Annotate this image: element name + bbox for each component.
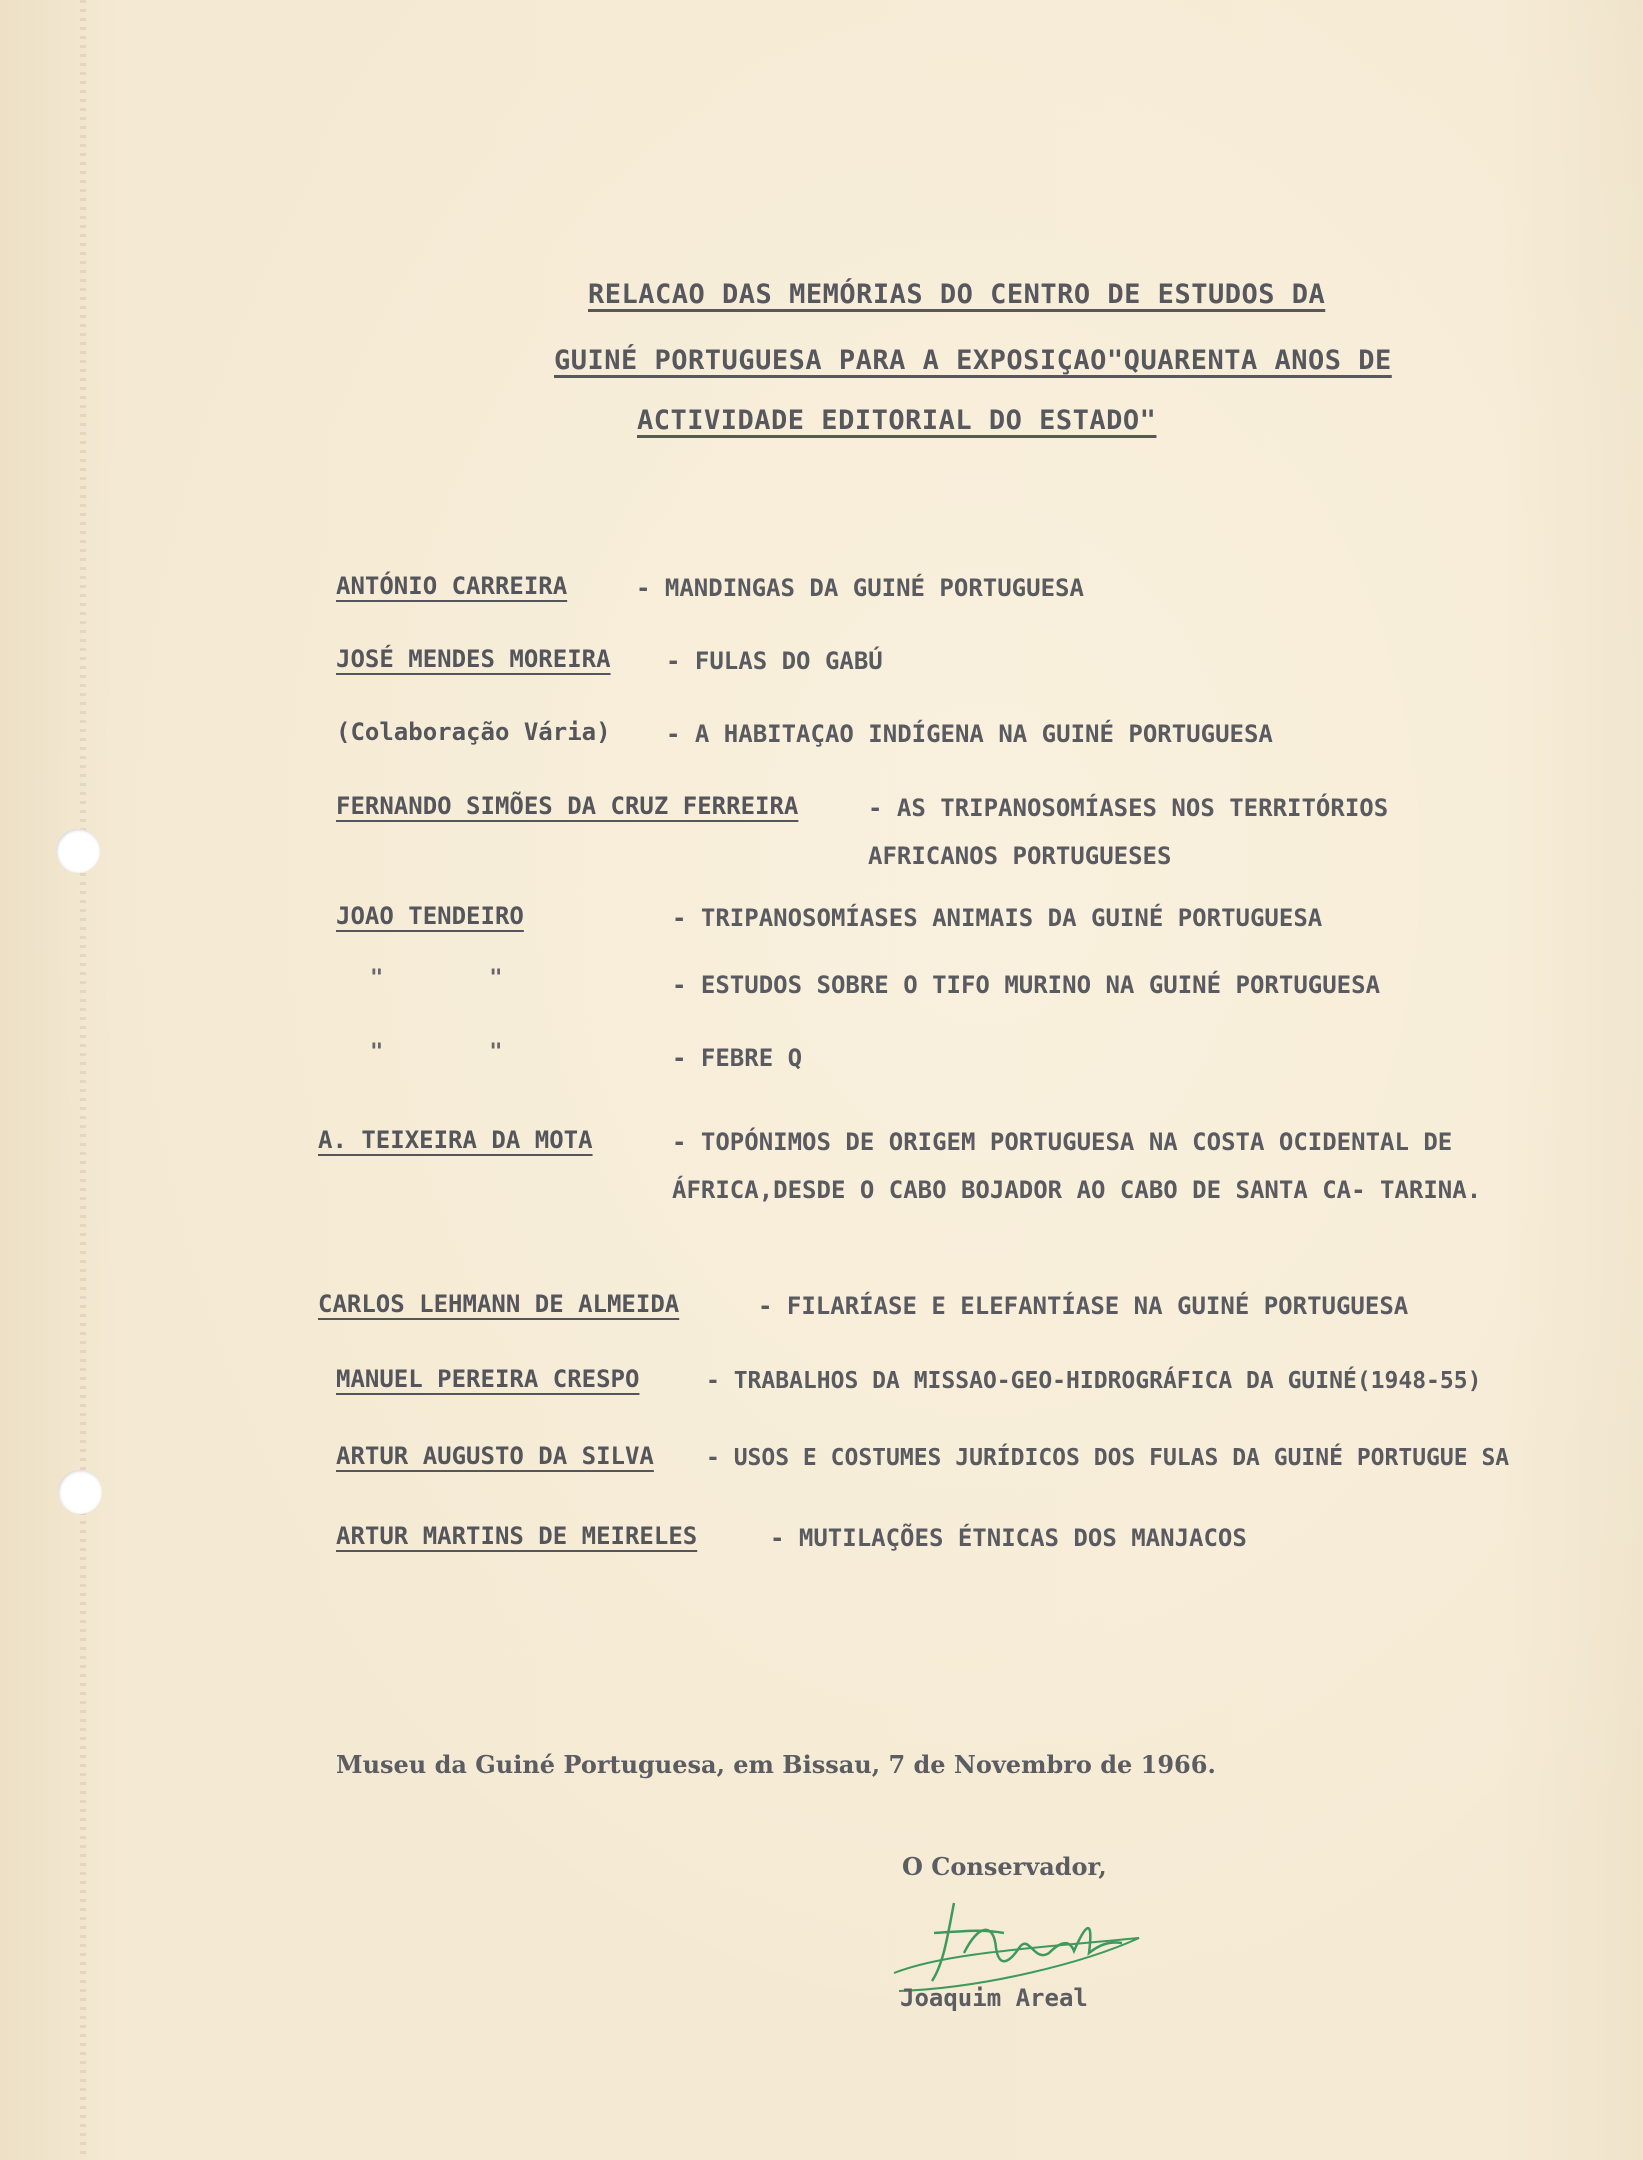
entry-work: - FULAS DO GABÚ — [666, 647, 883, 675]
entry-work: - AS TRIPANOSOMÍASES NOS TERRITÓRIOS AFRICANOS PORTUGUESES — [868, 794, 1389, 870]
entry-work: - A HABITAÇAO INDÍGENA NA GUINÉ PORTUGUESA — [666, 720, 1273, 748]
entry-author: ANTÓNIO CARREIRA — [336, 572, 568, 600]
punch-hole — [58, 1470, 102, 1514]
ditto-mark: " " — [370, 966, 503, 991]
entry-work: - FEBRE Q — [672, 1044, 803, 1072]
document-title-line-2: GUINÉ PORTUGUESA PARA A EXPOSIÇAO"QUARENTA ANOS DE — [554, 345, 1392, 376]
document-title-line-3: ACTIVIDADE EDITORIAL DO ESTADO" — [637, 405, 1157, 436]
entry-author: ARTUR AUGUSTO DA SILVA — [336, 1442, 654, 1470]
entry-work: - TRABALHOS DA MISSAO-GEO-HIDROGRÁFICA DA GUINÉ(1948-55) — [706, 1368, 1482, 1394]
entry-author: FERNANDO SIMÕES DA CRUZ FERREIRA — [336, 792, 799, 820]
place-and-date: Museu da Guiné Portuguesa, em Bissau, 7 de Novembro de 1966. — [336, 1750, 1216, 1779]
entry-work: - TRIPANOSOMÍASES ANIMAIS DA GUINÉ PORTUGUESA — [672, 904, 1323, 932]
entry-author: ARTUR MARTINS DE MEIRELES — [336, 1522, 698, 1550]
entry-work: - TOPÓNIMOS DE ORIGEM PORTUGUESA NA COSTA OCIDENTAL DE ÁFRICA,DESDE O CABO BOJADOR AO CABO DE SANTA CA- TARINA. — [672, 1128, 1482, 1204]
paper-edge-perforation — [80, 0, 86, 2160]
entry-work: - FILARÍASE E ELEFANTÍASE NA GUINÉ PORTUGUESA — [758, 1292, 1409, 1320]
signatory-name: Joaquim Areal — [900, 1984, 1088, 2012]
entry-author: CARLOS LEHMANN DE ALMEIDA — [318, 1290, 680, 1318]
entry-author: MANUEL PEREIRA CRESPO — [336, 1365, 640, 1393]
punch-hole — [56, 829, 100, 873]
entry-work: - MANDINGAS DA GUINÉ PORTUGUESA — [636, 574, 1084, 602]
entry-work: - USOS E COSTUMES JURÍDICOS DOS FULAS DA GUINÉ PORTUGUE SA — [706, 1445, 1510, 1471]
entry-author: JOSÉ MENDES MOREIRA — [336, 645, 611, 673]
entry-author: A. TEIXEIRA DA MOTA — [318, 1126, 593, 1154]
entry-work: - MUTILAÇÕES ÉTNICAS DOS MANJACOS — [770, 1524, 1247, 1552]
ditto-mark: " " — [370, 1040, 503, 1065]
entry-author: JOAO TENDEIRO — [336, 902, 524, 930]
document-title-line-1: RELACAO DAS MEMÓRIAS DO CENTRO DE ESTUDOS DA — [588, 279, 1326, 310]
entry-author: (Colaboração Vária) — [336, 718, 611, 746]
entry-work: - ESTUDOS SOBRE O TIFO MURINO NA GUINÉ PORTUGUESA — [672, 971, 1381, 999]
signatory-title: O Conservador, — [902, 1852, 1107, 1881]
